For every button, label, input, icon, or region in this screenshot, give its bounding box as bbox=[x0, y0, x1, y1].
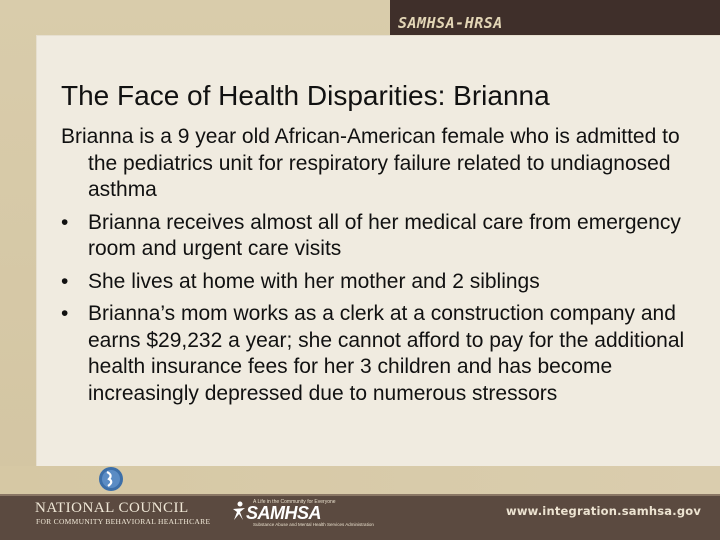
national-council-name: NATIONAL COUNCIL bbox=[35, 500, 189, 516]
bullet-marker: • bbox=[61, 210, 69, 234]
bullet-item bbox=[61, 301, 701, 407]
footer-divider bbox=[0, 494, 720, 496]
slide-title: The Face of Health Disparities: Brianna bbox=[61, 80, 550, 111]
national-council-subtitle: FOR COMMUNITY BEHAVIORAL HEALTHCARE bbox=[36, 517, 211, 526]
national-council-logo-icon bbox=[98, 466, 124, 492]
bullet-item bbox=[61, 269, 701, 296]
bullet-text: Brianna receives almost all of her medical care from emergency room and urgent care visits bbox=[88, 210, 681, 260]
bullet-marker: • bbox=[61, 269, 69, 293]
intro-paragraph: Brianna is a 9 year old African-American female who is admitted to the pediatrics unit for respiratory failure related to undiagnosed asthma bbox=[61, 125, 680, 201]
samhsa-tagline: A Life in the Community for Everyone bbox=[253, 499, 336, 505]
samhsa-subtitle: Substance Abuse and Mental Health Services Administration bbox=[253, 522, 374, 527]
bullet-text: She lives at home with her mother and 2 siblings bbox=[88, 269, 540, 293]
brand-title-line1: SAMHSA-HRSA bbox=[398, 14, 503, 32]
website-url: www.integration.samhsa.gov bbox=[506, 504, 702, 518]
samhsa-logo-text: SAMHSA bbox=[246, 503, 322, 523]
bullet-marker: • bbox=[61, 302, 69, 325]
slide-body bbox=[61, 124, 701, 407]
bullet-text: Brianna’s mom works as a clerk at a construction company and earns $29,232 a year; she cannot afford to pay for the additional health insurance fees for her 3 children and has become increasingly depressed due to numerous stressors bbox=[88, 302, 685, 405]
bullet-item bbox=[61, 210, 701, 263]
